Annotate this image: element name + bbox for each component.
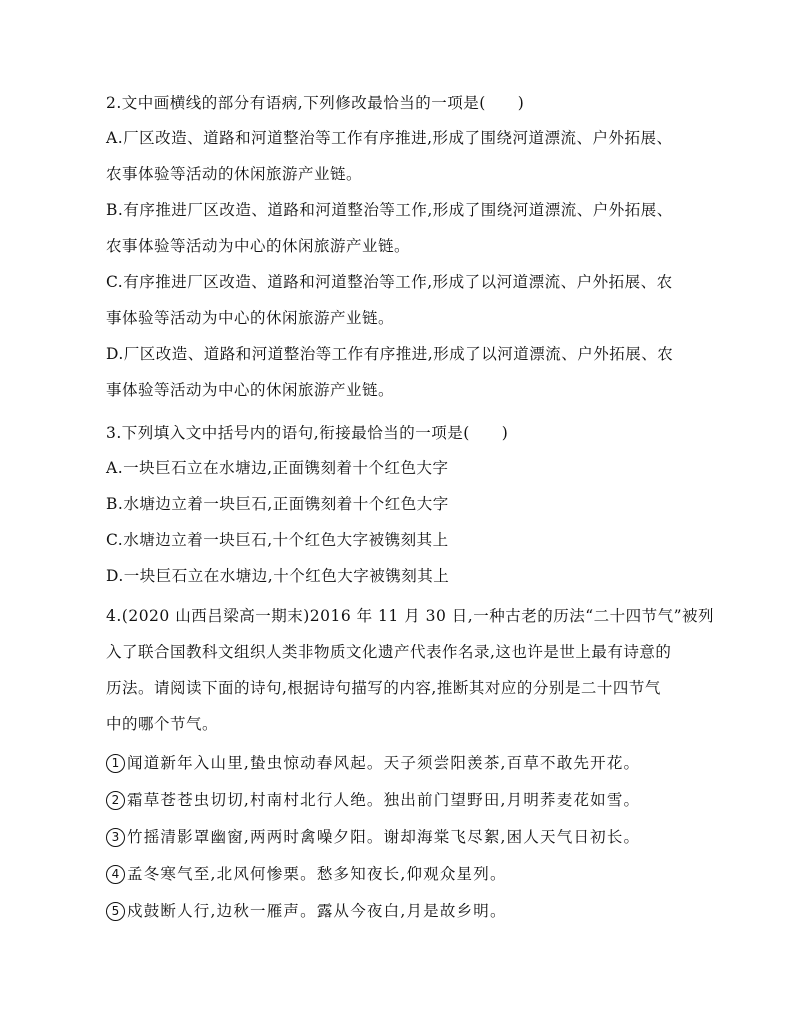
q2-option-d-line1: D.厂区改造、道路和河道整治等工作有序推进,形成了以河道漂流、户外拓展、农 <box>106 345 674 363</box>
q2-stem: 2.文中画横线的部分有语病,下列修改最恰当的一项是( ) <box>106 94 525 112</box>
poem-text: 霜草苍苍虫切切,村南村北行人绝。独出前门望野田,月明荞麦花如雪。 <box>127 791 641 809</box>
poem-text: 孟冬寒气至,北风何惨栗。愁多知夜长,仰观众星列。 <box>127 865 507 883</box>
circled-number: 3 <box>106 828 125 847</box>
q3-option-d: D.一块巨石立在水塘边,十个红色大字被镌刻其上 <box>106 567 450 585</box>
q4-stem-line4: 中的哪个节气。 <box>106 715 219 733</box>
q4-stem-line1: 4.(2020 山西吕梁高一期末)2016 年 11 月 30 日,一种古老的历法“二十四节气”被列 <box>106 607 715 625</box>
poem-line <box>106 752 691 774</box>
poem-line <box>106 826 691 848</box>
poem-text: 竹摇清影罩幽窗,两两时禽噪夕阳。谢却海棠飞尽絮,困人天气日初长。 <box>127 828 641 846</box>
circled-number: 1 <box>106 754 125 773</box>
poem-text: 戍鼓断人行,边秋一雁声。露从今夜白,月是故乡明。 <box>127 902 507 920</box>
q2-option-b-line1: B.有序推进厂区改造、道路和河道整治等工作,形成了围绕河道漂流、户外拓展、 <box>106 201 673 219</box>
circled-number: 4 <box>106 865 125 884</box>
poem-line <box>106 900 691 922</box>
q4-stem-line2: 入了联合国教科文组织人类非物质文化遗产代表作名录,这也许是世上最有诗意的 <box>106 643 672 661</box>
q2-option-d-line2: 事体验等活动为中心的休闲旅游产业链。 <box>106 381 395 399</box>
q3-option-b: B.水塘边立着一块巨石,正面镌刻着十个红色大字 <box>106 495 449 513</box>
q2-option-c-line2: 事体验等活动为中心的休闲旅游产业链。 <box>106 309 395 327</box>
q2-option-b-line2: 农事体验等活动为中心的休闲旅游产业链。 <box>106 237 411 255</box>
poem-line <box>106 863 691 885</box>
q2-option-c-line1: C.有序推进厂区改造、道路和河道整治等工作,形成了以河道漂流、户外拓展、农 <box>106 273 673 291</box>
q2-option-a-line1: A.厂区改造、道路和河道整治等工作有序推进,形成了围绕河道漂流、户外拓展、 <box>106 129 673 147</box>
circled-number: 2 <box>106 791 125 810</box>
q4-stem-line3: 历法。请阅读下面的诗句,根据诗句描写的内容,推断其对应的分别是二十四节气 <box>106 679 661 697</box>
q3-option-a: A.一块巨石立在水塘边,正面镌刻着十个红色大字 <box>106 459 449 477</box>
poem-text: 闻道新年入山里,蛰虫惊动春风起。天子须尝阳羡茶,百草不敢先开花。 <box>127 754 641 772</box>
q2-option-a-line2: 农事体验等活动的休闲旅游产业链。 <box>106 165 363 183</box>
q3-stem: 3.下列填入文中括号内的语句,衔接最恰当的一项是( ) <box>106 424 509 442</box>
q3-option-c: C.水塘边立着一块巨石,十个红色大字被镌刻其上 <box>106 531 449 549</box>
circled-number: 5 <box>106 902 125 921</box>
poem-line <box>106 789 691 811</box>
